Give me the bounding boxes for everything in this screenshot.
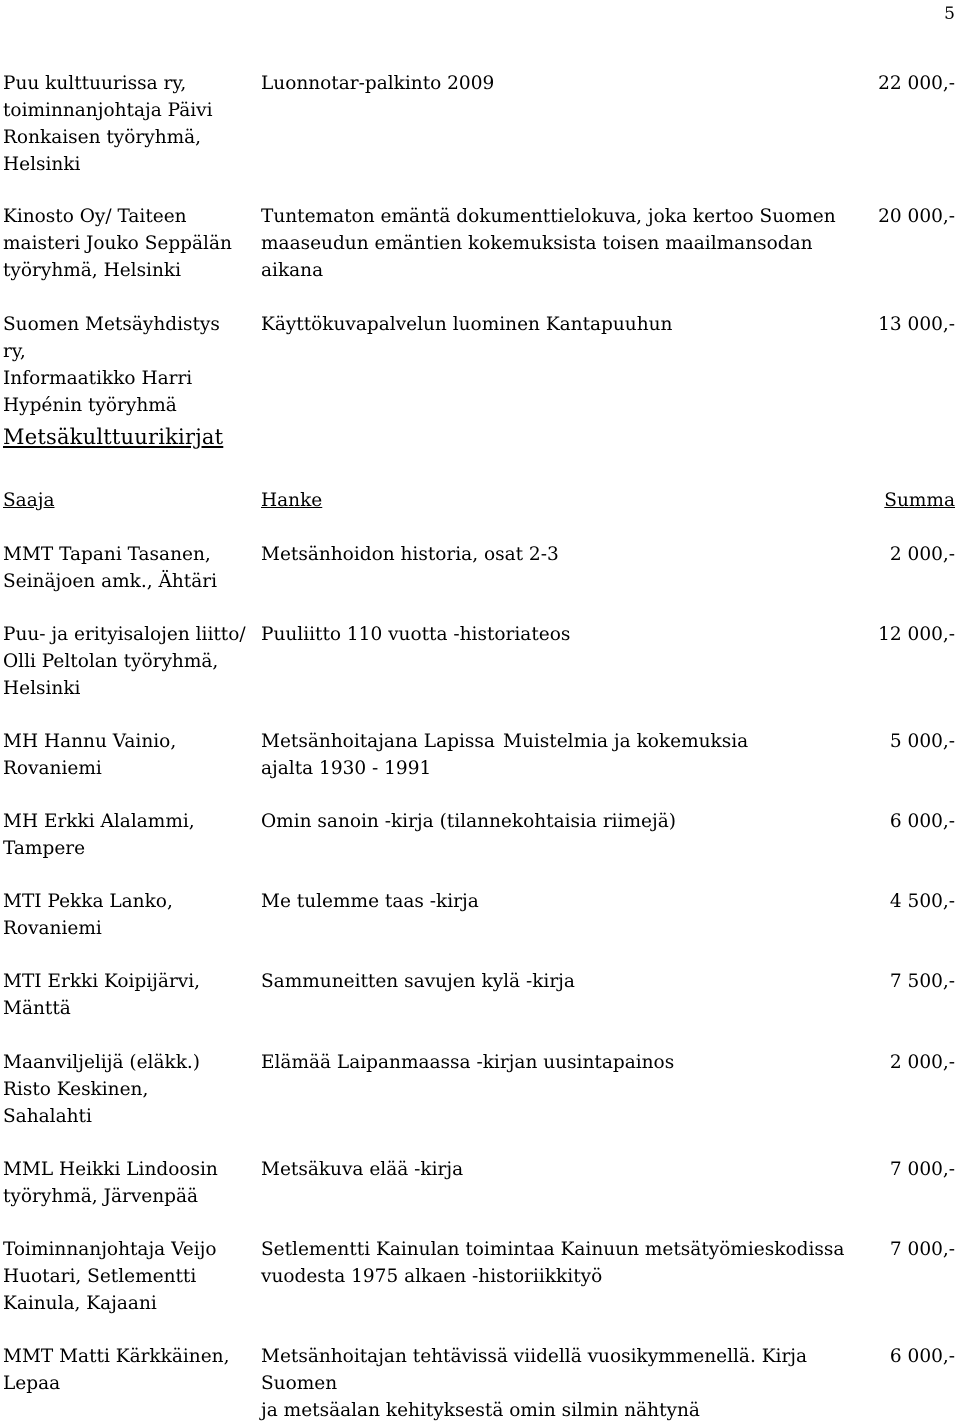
recipient-cell: MH Hannu Vainio, Rovaniemi [3, 731, 177, 779]
amount-cell: 12 000,- [878, 624, 955, 645]
recipient-cell: Kinosto Oy/ Taiteen maisteri Jouko Seppälän työryhmä, Helsinki [3, 206, 232, 281]
amount-cell: 7 000,- [889, 1159, 955, 1180]
recipient-cell: MTI Erkki Koipijärvi, Mänttä [3, 971, 201, 1019]
header-hanke: Hanke [261, 490, 323, 511]
recipient-cell: Toiminnanjohtaja Veijo Huotari, Setlementti Kainula, Kajaani [3, 1239, 217, 1314]
amount-cell: 7 000,- [889, 1239, 955, 1260]
amount-cell: 13 000,- [878, 314, 955, 335]
amount-cell: 4 500,- [889, 891, 955, 912]
amount-cell: 2 000,- [889, 1052, 955, 1073]
project-cell: Luonnotar-palkinto 2009 [261, 73, 495, 94]
project-cell: Elämää Laipanmaassa -kirjan uusintapainos [261, 1052, 675, 1073]
project-cell: Me tulemme taas -kirja [261, 891, 479, 912]
recipient-cell: MMT Matti Kärkkäinen, Lepaa [3, 1346, 230, 1394]
project-cell: Omin sanoin -kirja (tilannekohtaisia riimejä) [261, 811, 676, 832]
header-saaja: Saaja [3, 490, 55, 511]
project-cell: Tuntematon emäntä dokumenttielokuva, joka kertoo Suomen maaseudun emäntien kokemuksista toisen maailmansodan aikana [261, 206, 836, 281]
project-cell-extra: Muistelmia ja kokemuksia [503, 731, 749, 752]
amount-cell: 22 000,- [878, 73, 955, 94]
project-cell: Metsänhoidon historia, osat 2-3 [261, 544, 559, 565]
amount-cell: 6 000,- [889, 811, 955, 832]
recipient-cell: Puu kulttuurissa ry, toiminnanjohtaja Päivi Ronkaisen työryhmä, Helsinki [3, 73, 213, 175]
recipient-cell: MML Heikki Lindoosin työryhmä, Järvenpää [3, 1159, 218, 1207]
project-cell: Puuliitto 110 vuotta -historiateos [261, 624, 571, 645]
recipient-cell: MH Erkki Alalammi, Tampere [3, 811, 195, 859]
project-cell: Sammuneitten savujen kylä -kirja [261, 971, 575, 992]
amount-cell: 5 000,- [889, 731, 955, 752]
project-cell: Käyttökuvapalvelun luominen Kantapuuhun [261, 314, 673, 335]
amount-cell: 6 000,- [889, 1346, 955, 1367]
amount-cell: 7 500,- [889, 971, 955, 992]
project-cell: Metsäkuva elää -kirja [261, 1159, 464, 1180]
section-title: Metsäkulttuurikirjat [3, 425, 224, 449]
amount-cell: 2 000,- [889, 544, 955, 565]
header-summa: Summa [884, 490, 955, 511]
project-cell: Setlementti Kainulan toimintaa Kainuun metsätyömieskodissa vuodesta 1975 alkaen -historiikkityö [261, 1239, 845, 1287]
recipient-cell: Puu- ja erityisalojen liitto/ Olli Peltolan työryhmä, Helsinki [3, 624, 246, 699]
page-number: 5 [944, 4, 955, 24]
recipient-cell: Maanviljelijä (eläkk.) Risto Keskinen, Sahalahti [3, 1052, 200, 1127]
recipient-cell: MMT Tapani Tasanen, Seinäjoen amk., Ähtäri [3, 544, 218, 592]
project-cell: Metsänhoitajana Lapissa ajalta 1930 - 1991 [261, 731, 495, 779]
amount-cell: 20 000,- [878, 206, 955, 227]
recipient-cell: MTI Pekka Lanko, Rovaniemi [3, 891, 173, 939]
project-cell: Metsänhoitajan tehtävissä viidellä vuosikymmenellä. Kirja Suomen ja metsäalan kehityksestä omin silmin nähtynä [261, 1346, 808, 1421]
recipient-cell: Suomen Metsäyhdistys ry, Informaatikko Harri Hypénin työryhmä [3, 314, 220, 416]
